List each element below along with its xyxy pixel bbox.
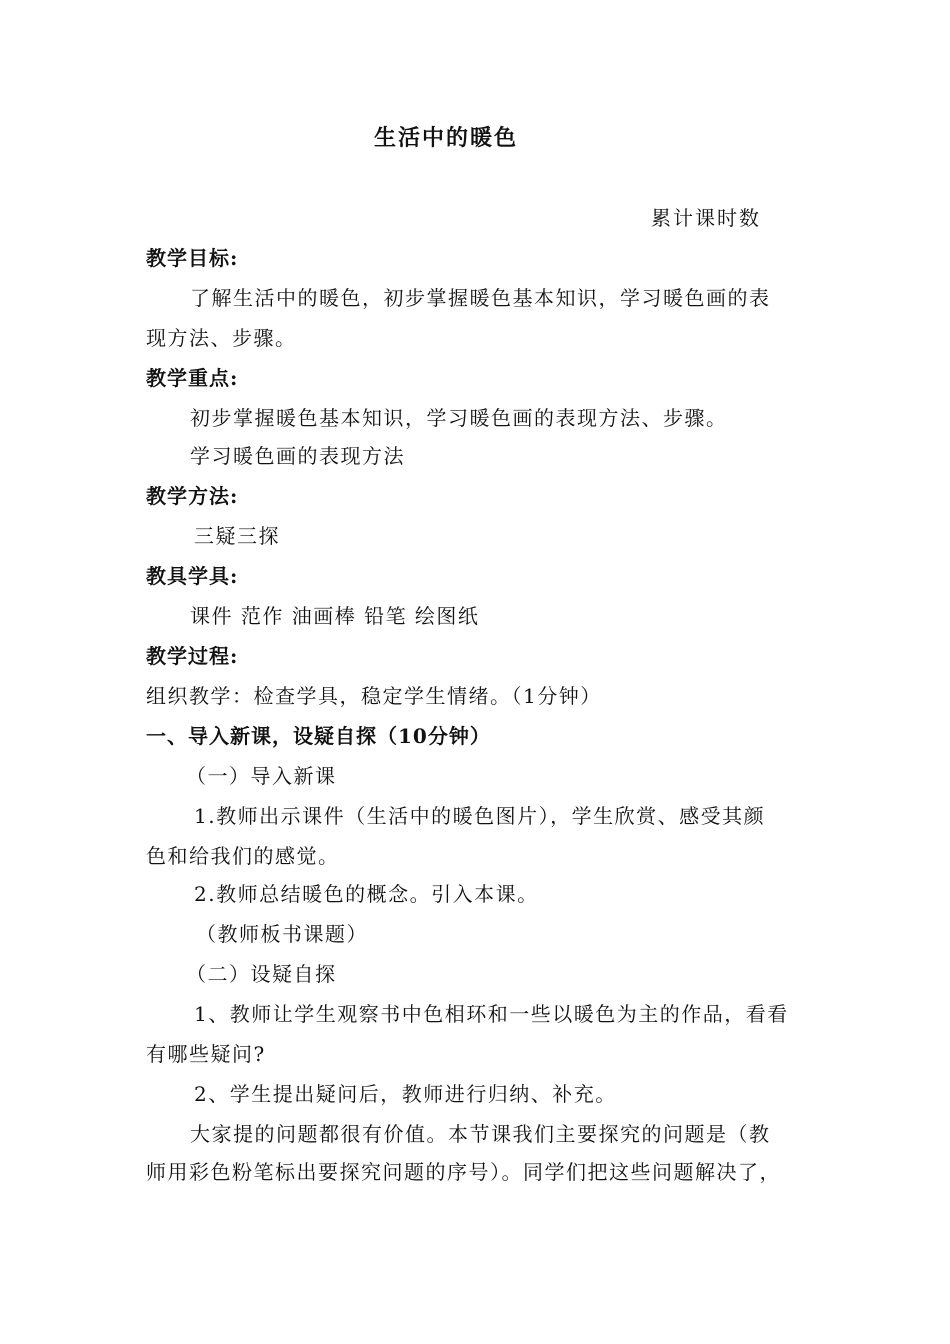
paragraph-line: 1.教师出示课件（生活中的暖色图片），学生欣赏、感受其颜 — [194, 804, 766, 828]
section-heading-introduction: 一、导入新课，设疑自探（10分钟） — [146, 724, 491, 748]
paragraph-line: 2.教师总结暖色的概念。引入本课。 — [194, 882, 539, 906]
paragraph-line: 大家提的问题都很有价值。本节课我们主要探究的问题是（教 — [190, 1122, 771, 1146]
paragraph-line: 2、学生提出疑问后，教师进行归纳、补充。 — [194, 1082, 617, 1106]
section-heading-process: 教学过程: — [146, 644, 239, 668]
paragraph-line: 1、教师让学生观察书中色相环和一些以暖色为主的作品，看看 — [194, 1002, 789, 1026]
subsection-heading: （二）设疑自探 — [186, 962, 337, 986]
section-heading-key-points: 教学重点: — [146, 366, 239, 390]
subsection-heading: （一）导入新课 — [186, 764, 337, 788]
section-heading-materials: 教具学具: — [146, 564, 239, 588]
cumulative-hours-label: 累计课时数 — [651, 206, 761, 230]
paragraph-line: 课件 范作 油画棒 铅笔 绘图纸 — [190, 604, 480, 628]
paragraph-line: 了解生活中的暖色，初步掌握暖色基本知识，学习暖色画的表 — [190, 286, 771, 310]
paragraph-line: 初步掌握暖色基本知识，学习暖色画的表现方法、步骤。 — [190, 406, 728, 430]
paragraph-line: 组织教学：检查学具，稳定学生情绪。（1分钟） — [146, 684, 602, 708]
paragraph-line: 学习暖色画的表现方法 — [190, 444, 405, 468]
paragraph-line: 有哪些疑问? — [146, 1042, 266, 1066]
paragraph-line: 三疑三探 — [194, 524, 280, 548]
section-heading-objectives: 教学目标: — [146, 246, 239, 270]
paragraph-line: （教师板书课题） — [196, 922, 368, 946]
paragraph-line: 色和给我们的感觉。 — [146, 844, 340, 868]
section-heading-methods: 教学方法: — [146, 484, 239, 508]
paragraph-line: 师用彩色粉笔标出要探究问题的序号）。同学们把这些问题解决了， — [146, 1160, 781, 1184]
paragraph-line: 现方法、步骤。 — [146, 326, 297, 350]
document-title: 生活中的暖色 — [374, 125, 519, 151]
